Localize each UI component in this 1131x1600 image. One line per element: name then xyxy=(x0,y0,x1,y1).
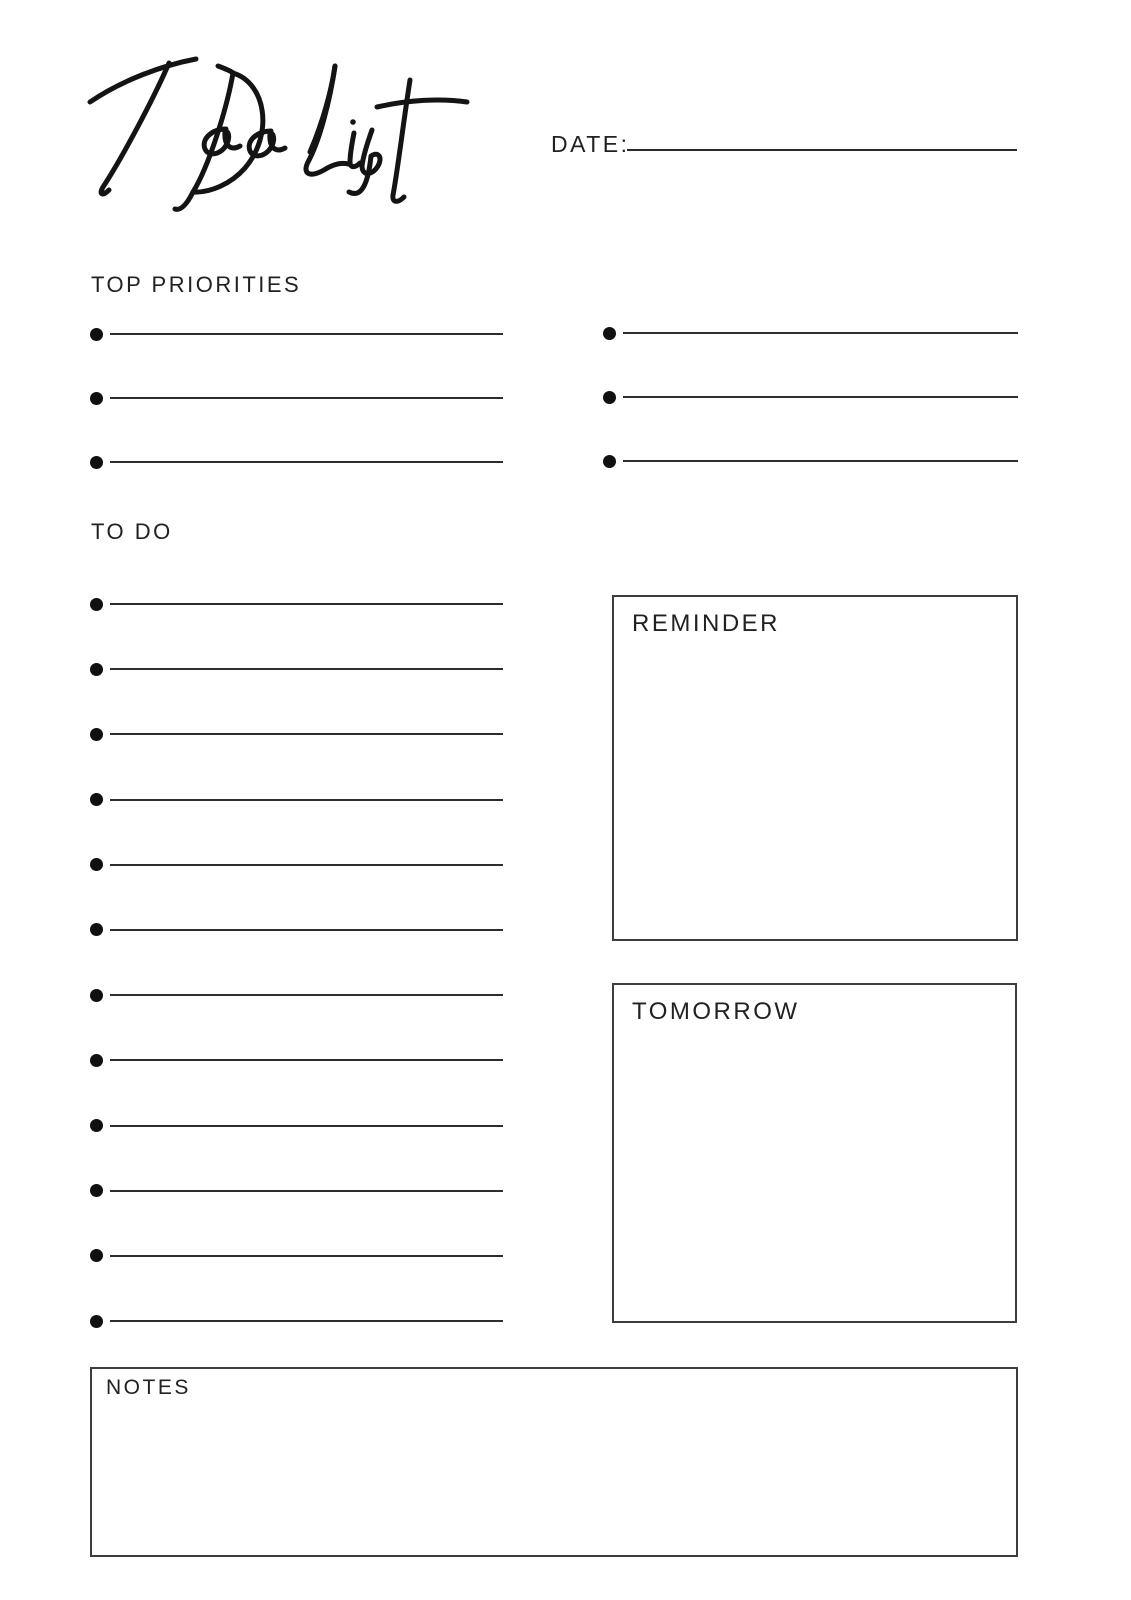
bullet-icon xyxy=(90,793,103,806)
bullet-icon xyxy=(90,728,103,741)
priority-fill-line[interactable] xyxy=(623,460,1018,462)
tomorrow-content-area[interactable] xyxy=(614,1026,1015,1228)
reminder-heading: REMINDER xyxy=(632,610,781,637)
notes-box xyxy=(90,1367,1018,1557)
date-label: DATE: xyxy=(551,131,630,157)
bullet-icon xyxy=(90,663,103,676)
todo-row xyxy=(90,1184,503,1198)
todo-row xyxy=(90,923,503,937)
bullet-icon xyxy=(90,1315,103,1328)
priority-fill-line[interactable] xyxy=(110,397,503,399)
priority-fill-line[interactable] xyxy=(110,461,503,463)
bullet-icon xyxy=(90,328,103,341)
tomorrow-heading: TOMORROW xyxy=(632,998,800,1025)
priority-row xyxy=(603,326,1018,340)
bullet-icon xyxy=(603,391,616,404)
todo-fill-line[interactable] xyxy=(110,1190,503,1192)
todo-row xyxy=(90,1314,503,1328)
todo-row xyxy=(90,1249,503,1263)
bullet-icon xyxy=(90,392,103,405)
todo-fill-line[interactable] xyxy=(110,1125,503,1127)
page-title xyxy=(0,0,1,1)
bullet-icon xyxy=(90,1184,103,1197)
todo-list xyxy=(90,597,503,1379)
todo-fill-line[interactable] xyxy=(110,1320,503,1322)
reminder-box xyxy=(612,595,1018,941)
title-script-lettering xyxy=(80,40,480,215)
priority-row xyxy=(90,455,503,469)
todo-heading: TO DO xyxy=(91,519,173,544)
bullet-icon xyxy=(90,989,103,1002)
priority-fill-line[interactable] xyxy=(110,333,503,335)
top-priorities-heading: TOP PRIORITIES xyxy=(91,272,302,297)
priority-row xyxy=(90,391,503,405)
bullet-icon xyxy=(90,1119,103,1132)
notes-content-area[interactable] xyxy=(92,1400,1016,1512)
todo-fill-line[interactable] xyxy=(110,994,503,996)
tomorrow-box xyxy=(612,983,1017,1323)
todo-row xyxy=(90,793,503,807)
todo-fill-line[interactable] xyxy=(110,668,503,670)
todo-row xyxy=(90,858,503,872)
priority-fill-line[interactable] xyxy=(623,332,1018,334)
date-input-line[interactable] xyxy=(627,133,1017,151)
priority-row xyxy=(603,454,1018,468)
top-priorities-right-column xyxy=(603,326,1018,518)
notes-heading: NOTES xyxy=(106,1376,191,1399)
todo-row xyxy=(90,662,503,676)
reminder-content-area[interactable] xyxy=(614,638,1016,843)
bullet-icon xyxy=(90,1249,103,1262)
bullet-icon xyxy=(90,1054,103,1067)
bullet-icon xyxy=(603,327,616,340)
todo-row xyxy=(90,597,503,611)
bullet-icon xyxy=(90,456,103,469)
todo-fill-line[interactable] xyxy=(110,799,503,801)
todo-row xyxy=(90,1119,503,1133)
todo-row xyxy=(90,1053,503,1067)
todo-fill-line[interactable] xyxy=(110,929,503,931)
top-priorities-left-column xyxy=(90,327,503,519)
priority-row xyxy=(90,327,503,341)
todo-fill-line[interactable] xyxy=(110,733,503,735)
bullet-icon xyxy=(603,455,616,468)
todo-fill-line[interactable] xyxy=(110,1255,503,1257)
priority-fill-line[interactable] xyxy=(623,396,1018,398)
todo-row xyxy=(90,988,503,1002)
todo-fill-line[interactable] xyxy=(110,603,503,605)
todo-fill-line[interactable] xyxy=(110,1059,503,1061)
todo-row xyxy=(90,727,503,741)
todo-fill-line[interactable] xyxy=(110,864,503,866)
bullet-icon xyxy=(90,923,103,936)
bullet-icon xyxy=(90,598,103,611)
bullet-icon xyxy=(90,858,103,871)
priority-row xyxy=(603,390,1018,404)
